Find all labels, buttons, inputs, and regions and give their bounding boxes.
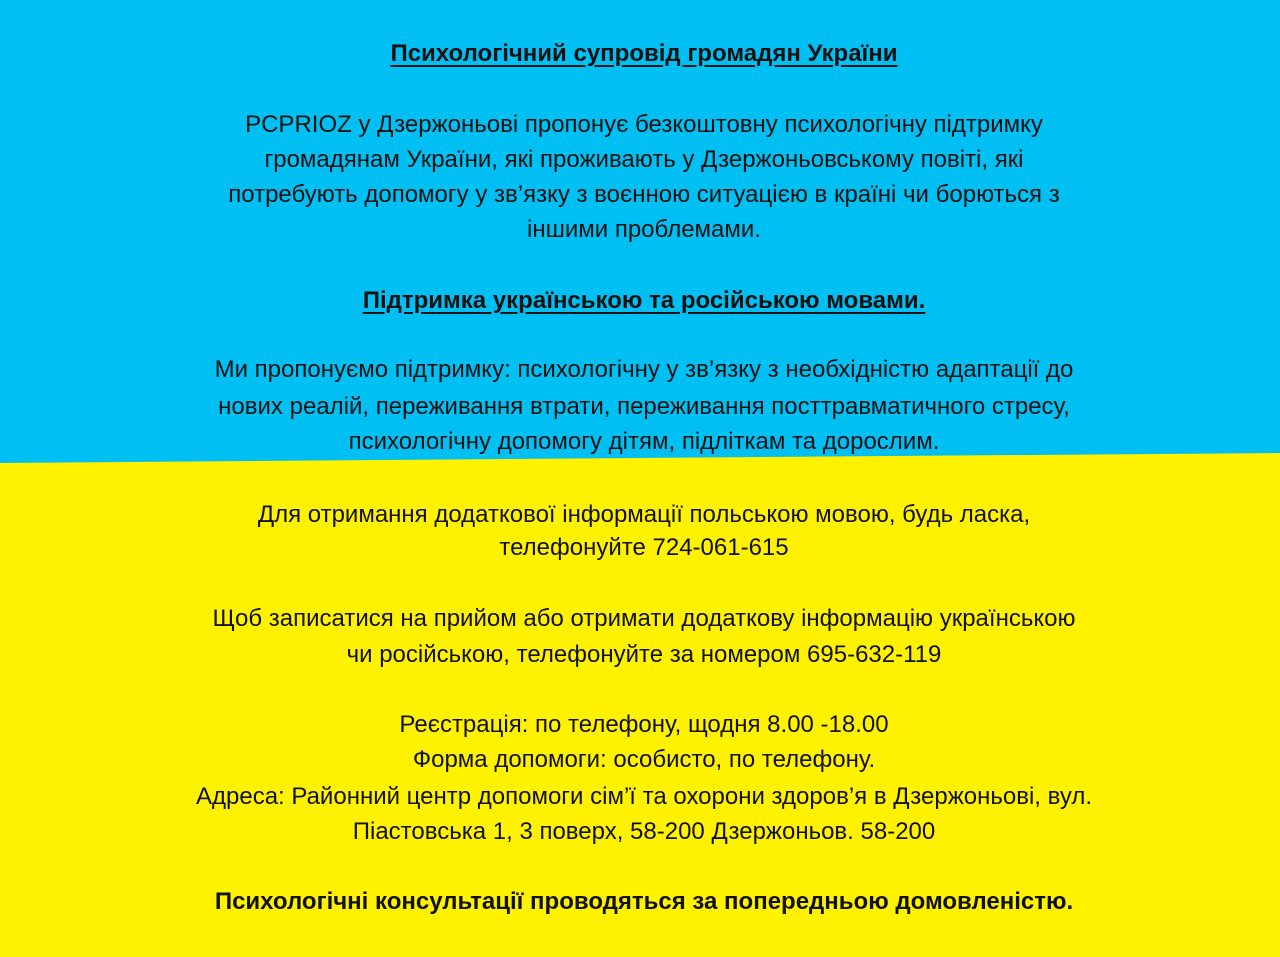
ua-ru-info-line-1: Щоб записатися на прийом або отримати додаткову інформацію українською xyxy=(212,605,1076,632)
address-line-1: Адреса: Районний центр допомоги сім’ї та охорони здоров’я в Дзержоньові, вул. xyxy=(195,783,1093,810)
polish-info-line-1: Для отримання додаткової інформації польською мовою, будь ласка, xyxy=(257,501,1031,528)
intro-line-1: PCPRIOZ у Дзержоньові пропонує безкоштовну психологічну підтримку xyxy=(245,111,1043,138)
support-line-2: нових реалій, переживання втрати, переживання посттравматичного стресу, xyxy=(218,393,1070,420)
poster-title: Психологічний супровід громадян України xyxy=(390,40,898,67)
intro-line-4: іншими проблемами. xyxy=(527,216,761,243)
support-line-1: Ми пропонуємо підтримку: психологічну у зв’язку з необхідністю адаптації до xyxy=(214,356,1074,383)
help-form: Форма допомоги: особисто, по телефону. xyxy=(412,746,876,773)
appointment-note: Психологічні консультації проводяться за попередньою домовленістю. xyxy=(214,888,1074,915)
polish-info-line-2: телефонуйте 724-061-615 xyxy=(499,534,789,561)
ua-ru-info-line-2: чи російською, телефонуйте за номером 695-632-119 xyxy=(346,641,942,668)
intro-line-2: громадянам України, які проживають у Дзержоньовському повіті, які xyxy=(264,146,1024,173)
registration-hours: Реєстрація: по телефону, щодня 8.00 -18.00 xyxy=(399,711,889,738)
support-line-3: психологічну допомогу дітям, підліткам та дорослим. xyxy=(348,428,940,455)
intro-line-3: потребують допомогу у зв’язку з воєнною ситуацією в країні чи борються з xyxy=(228,181,1060,208)
address-line-2: Піастовська 1, 3 поверх, 58-200 Дзержоньов. 58-200 xyxy=(352,818,936,845)
languages-heading: Підтримка українською та російською мовами. xyxy=(362,287,926,314)
